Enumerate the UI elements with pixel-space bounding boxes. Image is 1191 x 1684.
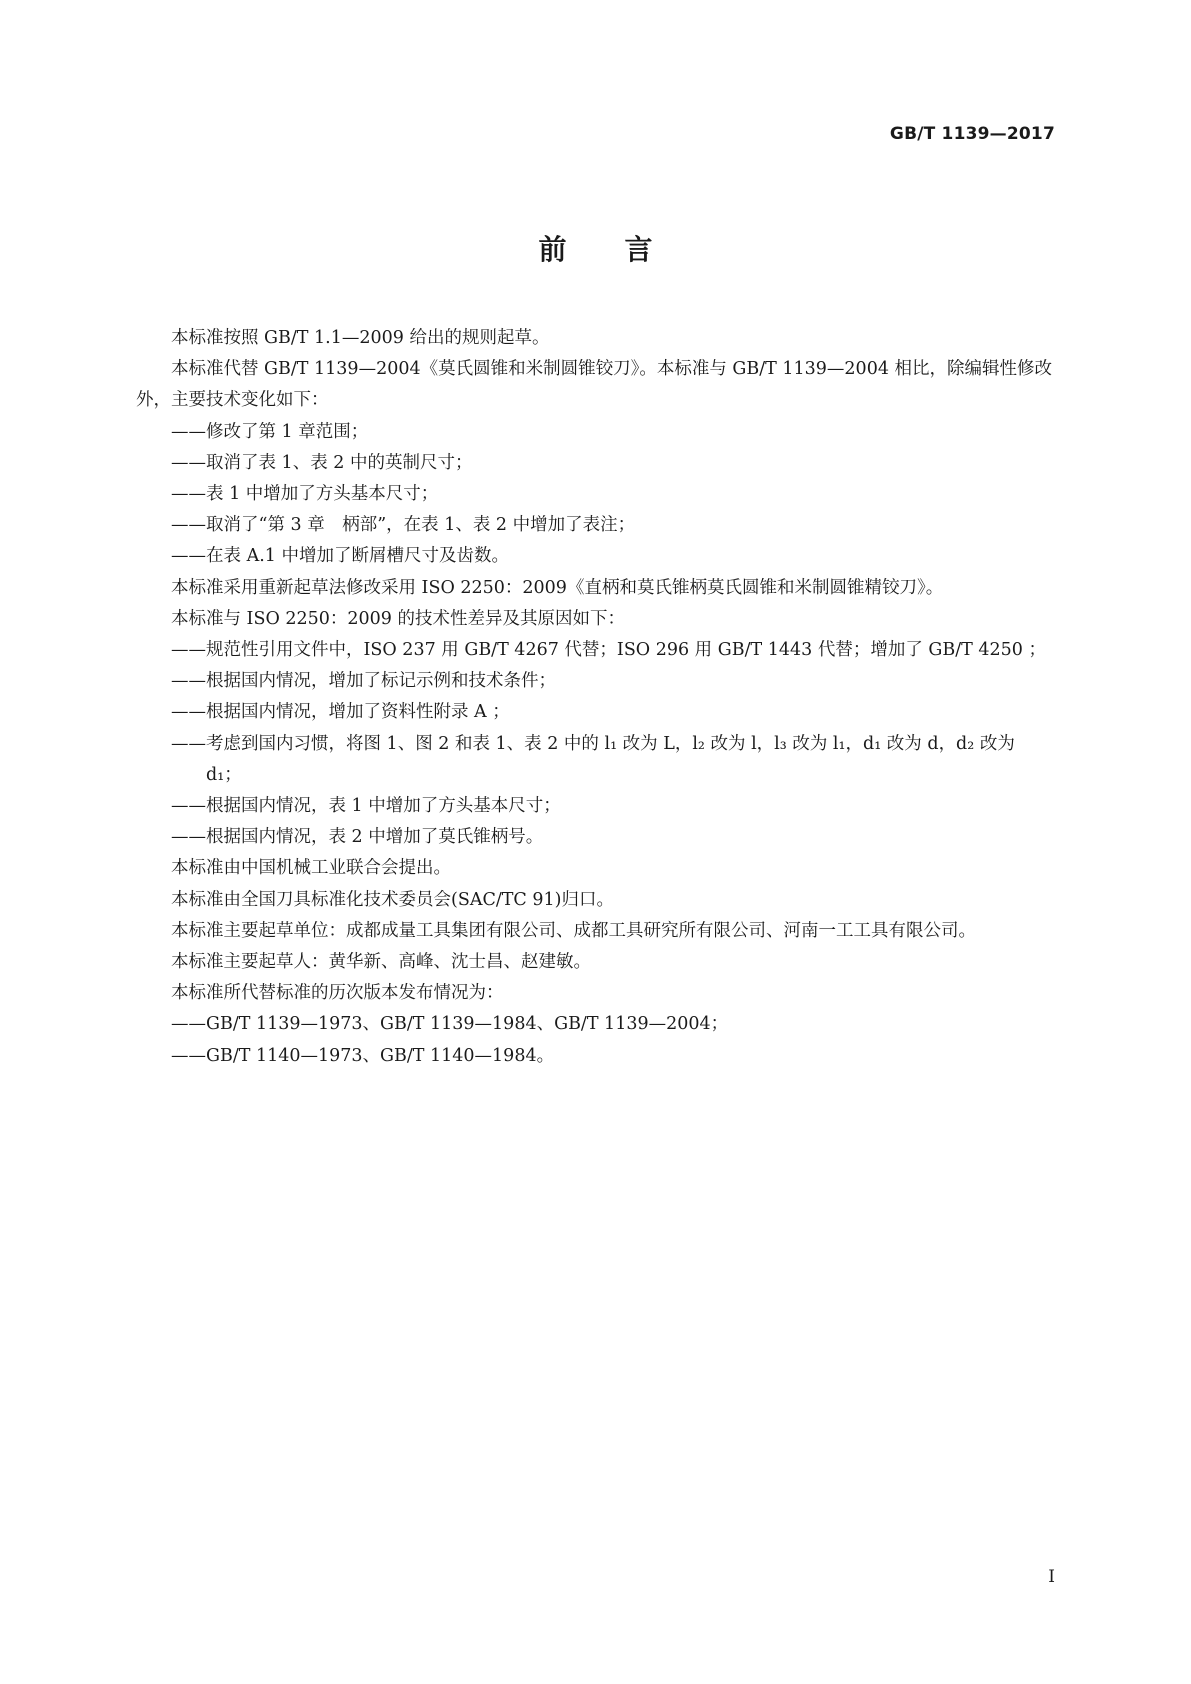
paragraph-replaces: 本标准代替 GB/T 1139—2004《莫氏圆锥和米制圆锥铰刀》。本标准与 GB/T 1139—2004 相比，除编辑性修改外，主要技术变化如下：	[136, 359, 1053, 411]
foreword-body	[136, 323, 1055, 1072]
list-item-change: ——修改了第 1 章范围；	[171, 421, 369, 442]
list-item-difference: ——根据国内情况，表 2 中增加了莫氏锥柄号。	[171, 827, 544, 848]
list-item-difference: ——根据国内情况，增加了标记示例和技术条件；	[171, 671, 556, 692]
page-title-char-1: 前	[538, 233, 567, 266]
list-item-history: ——GB/T 1140—1973、GB/T 1140—1984。	[171, 1045, 555, 1066]
paragraph-iso-adoption: 本标准采用重新起草法修改采用 ISO 2250：2009《直柄和莫氏锥柄莫氏圆锥和米制圆锥精铰刀》。	[171, 577, 944, 598]
list-item-difference: ——规范性引用文件中，ISO 237 用 GB/T 4267 代替；ISO 296 用 GB/T 1443 代替；增加了 GB/T 4250 ；	[171, 640, 1046, 661]
list-item-change: ——取消了“第 3 章 柄部”，在表 1、表 2 中增加了表注；	[171, 515, 636, 536]
list-item-history: ——GB/T 1139—1973、GB/T 1139—1984、GB/T 1139—2004；	[171, 1014, 729, 1035]
list-item-change: ——在表 A.1 中增加了断屑槽尺寸及齿数。	[171, 546, 509, 567]
list-item-difference: ——根据国内情况，增加了资料性附录 A ；	[171, 702, 510, 723]
page-number: I	[1048, 1567, 1055, 1587]
page-title	[0, 228, 1191, 268]
list-item-difference: ——考虑到国内习惯，将图 1、图 2 和表 1、表 2 中的 l₁ 改为 L，l₂ 改为 l，l₃ 改为 l₁，d₁ 改为 d，d₂ 改为 d₁；	[171, 733, 1015, 785]
document-code: GB/T 1139—2017	[889, 124, 1055, 144]
paragraph-drafting-units: 本标准主要起草单位：成都成量工具集团有限公司、成都工具研究所有限公司、河南一工工具有限公司。	[171, 920, 976, 941]
list-item-difference: ——根据国内情况，表 1 中增加了方头基本尺寸；	[171, 796, 561, 817]
paragraph-drafting-rules: 本标准按照 GB/T 1.1—2009 给出的规则起草。	[171, 328, 550, 348]
paragraph-history: 本标准所代替标准的历次版本发布情况为：	[171, 983, 504, 1004]
list-item-change: ——取消了表 1、表 2 中的英制尺寸；	[171, 452, 473, 473]
paragraph-iso-differences: 本标准与 ISO 2250：2009 的技术性差异及其原因如下：	[171, 608, 626, 629]
list-item-change: ——表 1 中增加了方头基本尺寸；	[171, 484, 439, 505]
paragraph-proposer: 本标准由中国机械工业联合会提出。	[171, 858, 451, 879]
paragraph-drafters: 本标准主要起草人：黄华新、高峰、沈士昌、赵建敏。	[171, 952, 591, 973]
page-title-char-2: 言	[624, 233, 653, 266]
paragraph-committee: 本标准由全国刀具标准化技术委员会(SAC/TC 91)归口。	[171, 889, 614, 910]
